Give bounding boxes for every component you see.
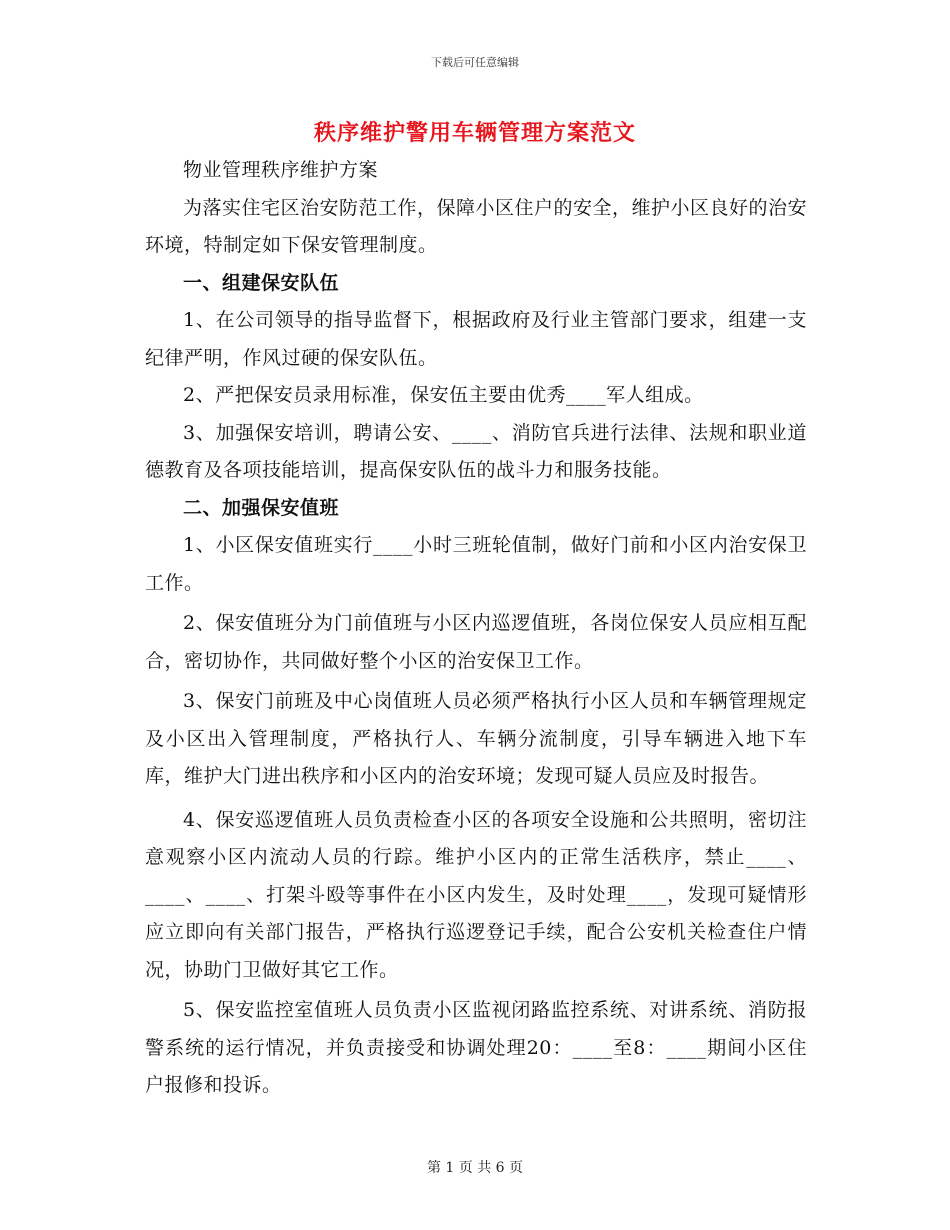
- section-heading: 二、加强保安值班: [183, 496, 340, 519]
- section-heading: 一、组建保安队伍: [183, 271, 340, 294]
- page-number: 第 1 页 共 6 页: [426, 1160, 524, 1176]
- document-body: [145, 152, 807, 1105]
- intro-line: 物业管理秩序维护方案: [183, 159, 379, 181]
- body-paragraph: 4、保安巡逻值班人员负责检查小区的各项安全设施和公共照明，密切注意观察小区内流动人员的行踪。维护小区内的正常生活秩序，禁止____、____、____、打架斗殴等事件在小区内发生，及时处理____，发现可疑情形应立即向有关部门报告，严格执行巡逻登记手续，配合公安机关检查住户情况，协助门卫做好其它工作。: [145, 808, 807, 981]
- body-paragraph: 3、保安门前班及中心岗值班人员必须严格执行小区人员和车辆管理规定及小区出入管理制度，严格执行人、车辆分流制度，引导车辆进入地下车库，维护大门进出秩序和小区内的治安环境；发现可疑人员应及时报告。: [145, 690, 807, 787]
- body-paragraph: 1、在公司领导的指导监督下，根据政府及行业主管部门要求，组建一支纪律严明，作风过硬的保安队伍。: [145, 309, 807, 369]
- body-paragraph: 1、小区保安值班实行____小时三班轮值制，做好门前和小区内治安保卫工作。: [145, 534, 807, 594]
- intro-paragraph: 为落实住宅区治安防范工作，保障小区住户的安全，维护小区良好的治安环境，特制定如下保安管理制度。: [145, 196, 808, 256]
- header-note: 下载后可任意编辑: [431, 56, 519, 69]
- document-title: 秩序维护警用车辆管理方案范文: [313, 120, 636, 146]
- body-paragraph: 3、加强保安培训，聘请公安、____、消防官兵进行法律、法规和职业道德教育及各项技能培训，提高保安队伍的战斗力和服务技能。: [145, 421, 807, 481]
- body-paragraph: 2、严把保安员录用标准，保安伍主要由优秀____军人组成。: [183, 384, 704, 406]
- body-paragraph: 5、保安监控室值班人员负责小区监视闭路监控系统、对讲系统、消防报警系统的运行情况，并负责接受和协调处理20：____至8：____期间小区住户报修和投诉。: [145, 999, 807, 1096]
- body-paragraph: 2、保安值班分为门前值班与小区内巡逻值班，各岗位保安人员应相互配合，密切协作，共同做好整个小区的治安保卫工作。: [145, 612, 807, 672]
